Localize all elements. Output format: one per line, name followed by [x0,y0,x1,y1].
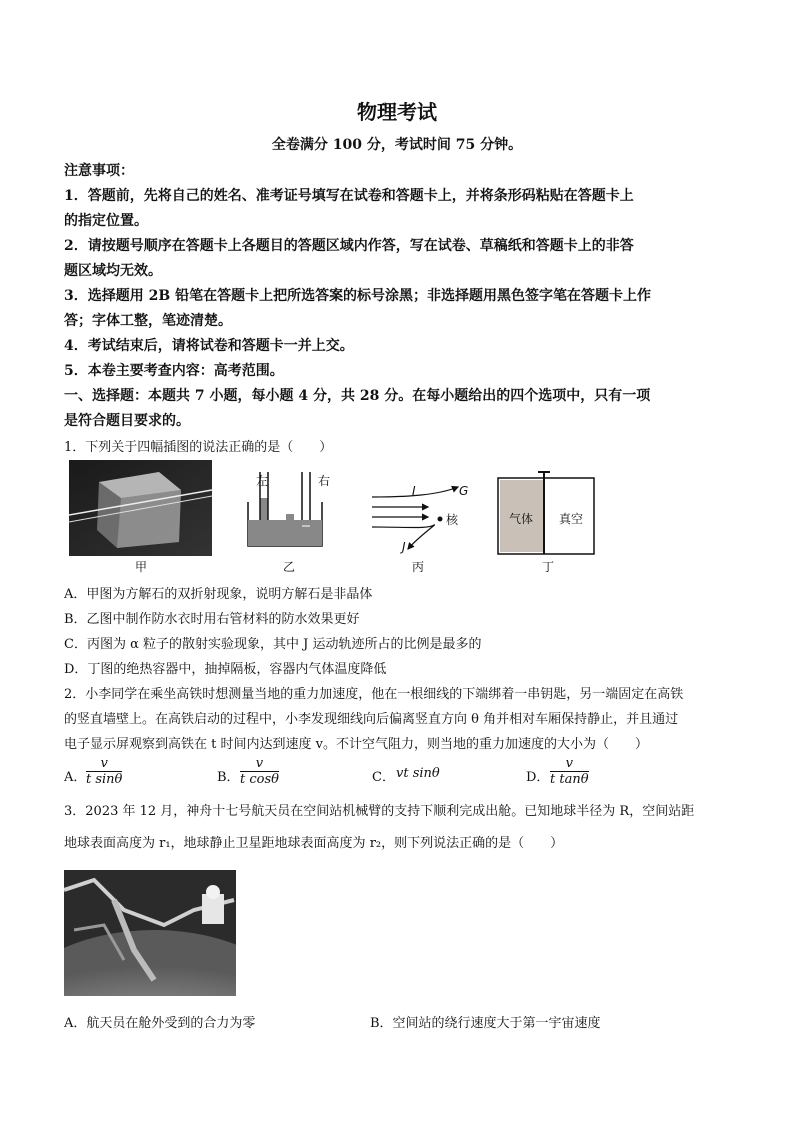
label-right: 右 [318,474,331,488]
notice-line: 1．答题前，先将自己的姓名、准考证号填写在试卷和答题卡上，并将条形码粘贴在答题卡上 [64,188,634,204]
q1-option-c: C．丙图为 α 粒子的散射实验现象，其中 J 运动轨迹所占的比例是最多的 [64,637,482,652]
q2-option-b-formula [240,756,279,787]
q2-option-a-label: A． [64,770,87,785]
label-left: 左 [256,474,269,488]
capillary-diagram [240,468,330,558]
q2-option-a-formula [86,756,122,787]
numerator: v [86,756,122,772]
label-G: G [459,484,469,498]
q2-stem: 电子显示屏观察到高铁在 t 时间内达到速度 v。不计空气阻力，则当地的重力加速度的大小为（ ） [64,737,648,752]
notice-heading: 注意事项： [64,163,134,179]
q3-option-a: A．航天员在舱外受到的合力为零 [64,1016,256,1031]
notice-line: 的指定位置。 [64,213,148,229]
notice-line: 4．考试结束后，请将试卷和答题卡一并上交。 [64,338,354,354]
calcite-photo [69,460,212,556]
q2-option-d-formula [550,756,589,787]
figure-label-jia: 甲 [135,560,148,574]
denominator: t cosθ [240,772,279,787]
page-subtitle: 全卷满分 100 分，考试时间 75 分钟。 [271,137,523,153]
q3-stem: 地球表面高度为 r₁，地球静止卫星距地球表面高度为 r₂，则下列说法正确的是（ ） [64,836,564,851]
numerator: v [550,756,589,772]
numerator: v [240,756,279,772]
page-title: 物理考试 [357,100,437,124]
denominator: t sinθ [86,772,123,787]
q1-option-d: D．丁图的绝热容器中，抽掉隔板，容器内气体温度降低 [64,662,387,677]
notice-line: 题区域均无效。 [64,263,162,279]
label-J: J [402,540,406,554]
figure-label-yi: 乙 [283,560,296,574]
label-nucleus: 核 [446,513,459,527]
q3-stem: 3．2023 年 12 月，神舟十七号航天员在空间站机械臂的支持下顺利完成出舱。已知地球半径为 R，空间站距 [64,804,695,819]
q2-option-c-formula: vt sinθ [396,766,440,781]
figure-label-bing: 丙 [412,560,425,574]
q2-option-b-label: B． [217,770,240,785]
section-heading-cont: 是符合题目要求的。 [64,413,190,429]
section-heading: 一、选择题：本题共 7 小题，每小题 4 分，共 28 分。在每小题给出的四个选项中，只有一项 [64,388,651,404]
label-I: I [412,484,416,498]
q2-option-c-label: C． [372,770,395,785]
space-station-photo [64,870,236,996]
q2-stem: 2．小李同学在乘坐高铁时想测量当地的重力加速度，他在一根细线的下端绑着一串钥匙，另一端固定在高铁 [64,687,684,702]
notice-line: 3．选择题用 2B 铅笔在答题卡上把所选答案的标号涂黑；非选择题用黑色签字笔在答题卡上作 [64,288,652,304]
q1-stem: 1．下列关于四幅插图的说法正确的是（ ） [64,440,333,455]
figure-label-ding: 丁 [542,560,555,574]
label-gas: 气体 [509,512,534,526]
q2-stem: 的竖直墙壁上。在高铁启动的过程中，小李发现细线向后偏离竖直方向 θ 角并相对车厢保持静止，并且通过 [64,712,679,727]
q2-option-d-label: D． [526,770,550,785]
notice-line: 5．本卷主要考查内容：高考范围。 [64,363,284,379]
notice-line: 2．请按题号顺序在答题卡上各题目的答题区域内作答，写在试卷、草稿纸和答题卡上的非答 [64,238,634,254]
q3-option-b: B．空间站的绕行速度大于第一宇宙速度 [370,1016,601,1031]
label-vacuum: 真空 [559,512,584,526]
notice-line: 答；字体工整，笔迹清楚。 [64,313,232,329]
denominator: t tanθ [550,772,589,787]
q1-option-b: B．乙图中制作防水衣时用右管材料的防水效果更好 [64,612,360,627]
q1-option-a: A．甲图为方解石的双折射现象，说明方解石是非晶体 [64,587,373,602]
